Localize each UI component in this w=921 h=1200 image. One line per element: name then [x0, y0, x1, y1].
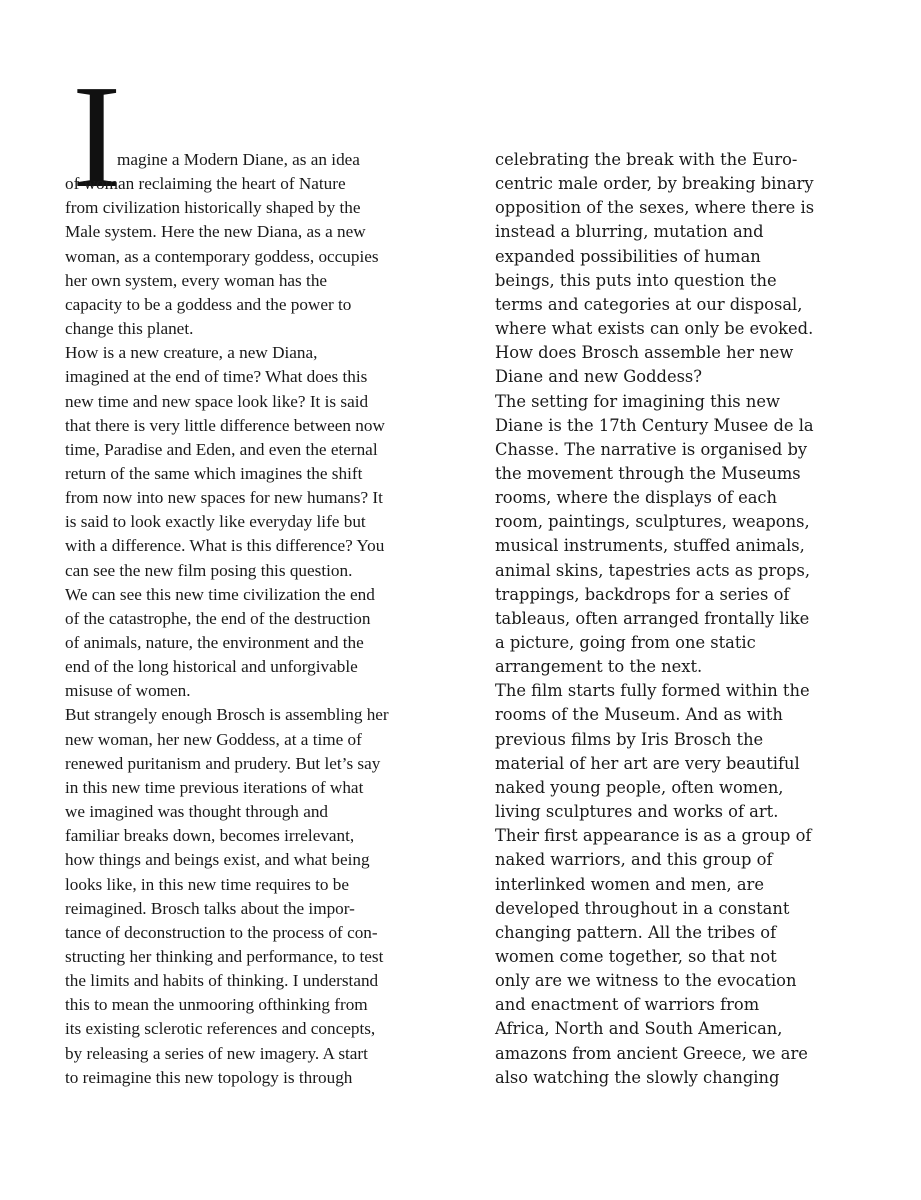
text-line: change this planet.: [65, 319, 194, 339]
text-line: rooms, where the displays of each: [495, 488, 778, 508]
text-line: with a difference. What is this difference? You: [65, 536, 385, 556]
text-line: living sculptures and works of art.: [495, 802, 779, 822]
text-line: Male system. Here the new Diana, as a new: [65, 222, 366, 242]
text-line: animal skins, tapestries acts as props,: [495, 560, 811, 580]
text-line: and enactment of warriors from: [495, 995, 760, 1015]
text-line: is said to look exactly like everyday life but: [65, 512, 366, 532]
text-line: time, Paradise and Eden, and even the eternal: [65, 439, 378, 459]
text-line: celebrating the break with the Euro-: [495, 150, 798, 169]
text-line: also watching the slowly changing: [495, 1067, 780, 1087]
text-line: new woman, her new Goddess, at a time of: [65, 729, 362, 749]
text-line: its existing sclerotic references and concepts,: [65, 1019, 376, 1039]
text-line: But strangely enough Brosch is assembling her: [65, 705, 389, 725]
text-line: How does Brosch assemble her new: [495, 343, 794, 363]
text-line: end of the long historical and unforgivable: [65, 657, 358, 677]
text-line: terms and categories at our disposal,: [495, 294, 803, 314]
text-line: tance of deconstruction to the process of con-: [65, 922, 378, 942]
text-line: musical instruments, stuffed animals,: [495, 536, 805, 556]
text-line: from civilization historically shaped by the: [65, 198, 361, 218]
text-line: the movement through the Museums: [495, 463, 801, 483]
text-line: new time and new space look like? It is said: [65, 391, 369, 411]
text-line: beings, this puts into question the: [495, 270, 777, 290]
text-line: amazons from ancient Greece, we are: [495, 1043, 808, 1063]
text-line: woman, as a contemporary goddess, occupies: [65, 246, 379, 266]
text-line: magine a Modern Diane, as an idea: [117, 150, 360, 169]
text-line: Their first appearance is as a group of: [495, 826, 812, 846]
text-line: misuse of women.: [65, 681, 191, 701]
text-line: this to mean the unmooring ofthinking from: [65, 995, 368, 1015]
text-line: expanded possibilities of human: [495, 246, 761, 266]
text-line: The setting for imagining this new: [495, 391, 780, 411]
text-line: instead a blurring, mutation and: [495, 222, 764, 242]
text-line: developed throughout in a constant: [495, 898, 790, 918]
text-line: of the catastrophe, the end of the destruction: [65, 608, 371, 628]
text-line: of woman reclaiming the heart of Nature: [65, 174, 346, 194]
text-line: that there is very little difference between now: [65, 415, 385, 435]
text-line: imagined at the end of time? What does this: [65, 367, 368, 387]
text-line: the limits and habits of thinking. I understand: [65, 971, 379, 991]
text-line: Diane and new Goddess?: [495, 367, 703, 387]
text-line: we imagined was thought through and: [65, 802, 329, 822]
text-line: arrangement to the next.: [495, 657, 703, 677]
text-line: opposition of the sexes, where there is: [495, 198, 815, 218]
text-line: Africa, North and South American,: [495, 1019, 783, 1039]
text-line: Diane is the 17th Century Musee de la: [495, 415, 814, 435]
text-line: room, paintings, sculptures, weapons,: [495, 512, 810, 532]
text-line: where what exists can only be evoked.: [495, 319, 814, 339]
text-line: tableaus, often arranged frontally like: [495, 608, 810, 628]
text-line: rooms of the Museum. And as with: [495, 705, 783, 725]
text-line: in this new time previous iterations of what: [65, 777, 364, 797]
text-line: can see the new film posing this question.: [65, 560, 353, 580]
text-line: structing her thinking and performance, to test: [65, 946, 384, 966]
text-line: Chasse. The narrative is organised by: [495, 439, 808, 459]
text-line: from now into new spaces for new humans? It: [65, 488, 383, 508]
drop-cap: I: [72, 55, 122, 219]
text-line: material of her art are very beautiful: [495, 753, 800, 773]
text-line: looks like, in this new time requires to be: [65, 874, 350, 894]
text-line: The film starts fully formed within the: [495, 681, 810, 701]
text-line: of animals, nature, the environment and the: [65, 633, 364, 652]
text-line: women come together, so that not: [495, 946, 777, 966]
text-line: interlinked women and men, are: [495, 874, 764, 894]
text-line: centric male order, by breaking binary: [495, 174, 814, 194]
text-line: trappings, backdrops for a series of: [495, 584, 790, 604]
text-line: familiar breaks down, becomes irrelevant,: [65, 826, 355, 846]
text-line: a picture, going from one static: [495, 633, 756, 652]
text-line: by releasing a series of new imagery. A start: [65, 1043, 368, 1063]
text-line: to reimagine this new topology is through: [65, 1067, 353, 1087]
text-line: her own system, every woman has the: [65, 270, 328, 290]
text-line: How is a new creature, a new Diana,: [65, 343, 318, 363]
text-line: only are we witness to the evocation: [495, 971, 797, 991]
text-line: capacity to be a goddess and the power to: [65, 294, 352, 314]
text-line: naked young people, often women,: [495, 777, 784, 797]
text-line: naked warriors, and this group of: [495, 850, 773, 870]
text-line: We can see this new time civilization the end: [65, 584, 375, 604]
text-line: reimagined. Brosch talks about the impor-: [65, 898, 355, 918]
text-line: renewed puritanism and prudery. But let’s say: [65, 753, 381, 773]
text-line: previous films by Iris Brosch the: [495, 729, 764, 749]
text-line: how things and beings exist, and what being: [65, 850, 370, 870]
text-line: changing pattern. All the tribes of: [495, 922, 777, 942]
text-line: return of the same which imagines the shift: [65, 463, 363, 483]
